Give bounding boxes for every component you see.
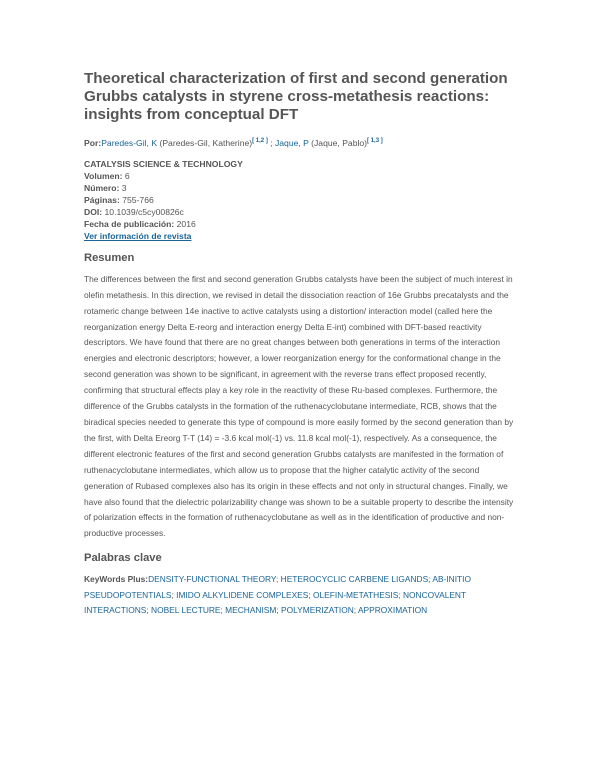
pages-row bbox=[84, 194, 516, 206]
keyword-link[interactable]: IMIDO ALKYLIDENE COMPLEXES bbox=[176, 589, 309, 600]
author-fullname: (Jaque, Pablo) bbox=[308, 137, 368, 148]
volume-value: 6 bbox=[124, 170, 130, 181]
keyword-link[interactable]: AB-INITIO PSEUDOPOTENTIALS bbox=[84, 574, 471, 600]
keyword-link[interactable]: OLEFIN-METATHESIS bbox=[313, 589, 399, 600]
pages-label: Páginas: bbox=[84, 194, 120, 205]
pages-value: 755-766 bbox=[122, 194, 154, 205]
keywords-plus-label: KeyWords Plus: bbox=[84, 574, 149, 585]
author-link-jaque[interactable]: Jaque, P bbox=[274, 137, 309, 148]
article-title: Theoretical characterization of first and second generation Grubbs catalysts in styrene cross-metathesis reactions: insights from conceptual DFT bbox=[84, 70, 508, 123]
date-value: 2016 bbox=[176, 218, 196, 229]
abstract-text: The differences between the first and second generation Grubbs catalysts have been the subject of much interest in olefin metathesis. In this direction, we revised in detail the dissociation reaction of 16e Grubbs precatalysts and the rotameric change between 14e inactive to active catalysts using a distortion/ interaction model (called here the reorganization energy Delta E-reorg and interaction energy Delta E-int) combined with DFT-based reactivity descriptors. We have found that there are no great changes between both generations in terms of the interaction energies and electronic descriptors; however, a lower reorganization energy for the conformational change in the second generation was shown to be significant, in agreement with the reverse trans effect proposed recently, confirming that structural effects play a key role in the reactivity of these Ru-based complexes. Furthermore, the difference of the Grubbs catalysts in the formation of the ruthenacyclobutane intermediate, RCB, shows that the biradical species needed to generate this type of compound is more easily formed by the second generation than by the first, with Delta Ereorg T-T (14) = -3.6 kcal mol(-1) vs. 11.8 kcal mol(-1), respectively. As a consequence, the different electronic features of the first and second generation Grubbs catalysts are manifested in the formation of ruthenacyclobutane intermediates, which allow us to propose that the higher catalytic activity of the second generation of Rubased complexes also has its origin in these effects and not only in structural changes. Finally, we have also found that the dielectric polarizability change was shown to be a suitable property to describe the intensity of polarization effects in the formation of ruthenacyclobutane as well as in the identification of productive and non-productive processes. bbox=[84, 273, 514, 539]
keyword-link[interactable]: APPROXIMATION bbox=[357, 605, 428, 616]
author-affiliation-ref[interactable]: [ 1,3 ] bbox=[367, 138, 383, 144]
journal-info-link[interactable]: Ver información de revista bbox=[84, 230, 192, 241]
issue-row bbox=[84, 182, 516, 194]
authors-label: Por: bbox=[84, 137, 102, 148]
date-row bbox=[84, 218, 516, 230]
keyword-link[interactable]: NONCOVALENT INTERACTIONS bbox=[84, 589, 466, 616]
keyword-link[interactable]: MECHANISM bbox=[225, 605, 277, 616]
doi-label: DOI: bbox=[84, 206, 103, 217]
issue-label: Número: bbox=[84, 182, 120, 193]
doi-value: 10.1039/c5cy00826c bbox=[104, 206, 184, 217]
volume-row bbox=[84, 170, 516, 182]
author-separator: ; bbox=[267, 137, 275, 148]
author-link-paredes-gil[interactable]: Paredes-Gil, K bbox=[101, 137, 158, 148]
date-label: Fecha de publicación: bbox=[84, 218, 175, 229]
keyword-link[interactable]: DENSITY-FUNCTIONAL THEORY bbox=[148, 574, 276, 585]
author-affiliation-ref[interactable]: [ 1,2 ] bbox=[252, 138, 268, 144]
volume-label: Volumen: bbox=[84, 170, 123, 181]
keywords-plus: KeyWords Plus:DENSITY-FUNCTIONAL THEORY; HETEROCYCLIC CARBENE LIGANDS; AB-INITIO PSEUDOPOTENTIALS; IMIDO ALKYLIDENE COMPLEXES; OLEFIN-METATHESIS; NONCOVALENT INTERACTIONS; NOBEL LECTURE; MECHANISM; POLYMERIZATION; APPROXIMATION bbox=[84, 574, 471, 616]
record-page bbox=[84, 70, 516, 619]
journal-name: CATALYSIS SCIENCE & TECHNOLOGY bbox=[84, 158, 243, 169]
keywords-heading: Palabras clave bbox=[84, 552, 162, 565]
abstract-heading: Resumen bbox=[84, 251, 135, 264]
authors-line bbox=[84, 135, 516, 149]
keyword-link[interactable]: POLYMERIZATION bbox=[281, 605, 354, 616]
keyword-link[interactable]: HETEROCYCLIC CARBENE LIGANDS bbox=[280, 574, 429, 585]
keyword-link[interactable]: NOBEL LECTURE bbox=[151, 605, 221, 616]
issue-value: 3 bbox=[121, 182, 127, 193]
doi-row bbox=[84, 206, 516, 218]
author-fullname: (Paredes-Gil, Katherine) bbox=[157, 137, 253, 148]
